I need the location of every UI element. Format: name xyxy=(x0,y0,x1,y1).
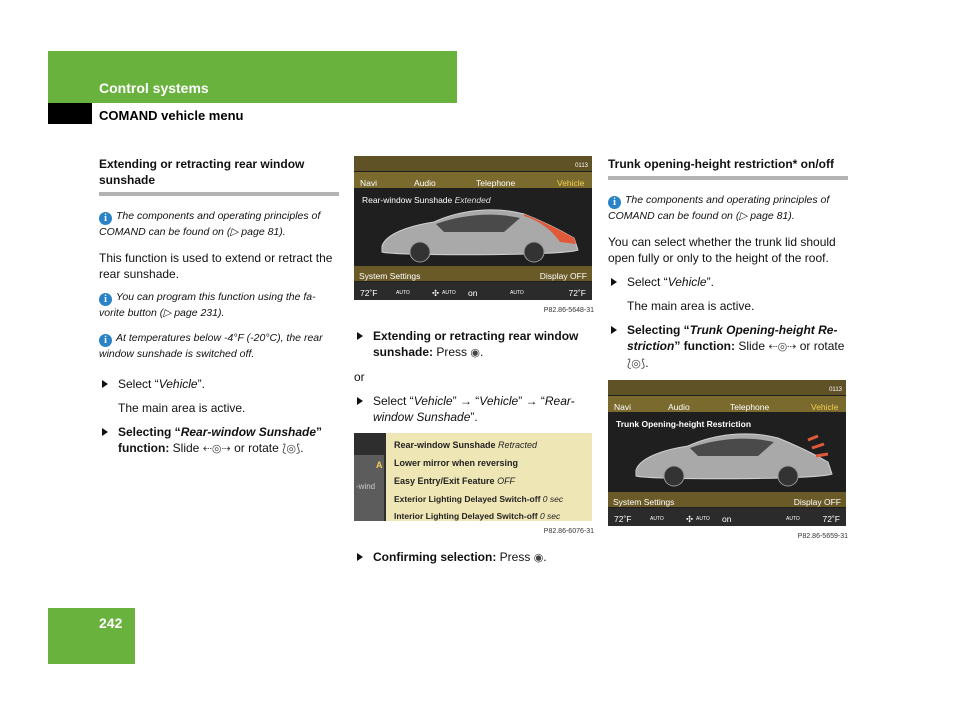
image-caption: P82.86-5648-31 xyxy=(543,307,594,314)
info-note: i You can program this function using the fa-vorite button (▷ page 231). xyxy=(99,291,316,319)
menu-list-item-selected: Rear-window Sunshade Retracted xyxy=(394,440,538,450)
slide-left-right-icon: ⇠◎⇢ xyxy=(768,341,797,353)
section-heading: Trunk opening-height restriction* on/off xyxy=(608,156,848,180)
section-title: Control systems xyxy=(99,80,209,96)
step-item: Select “Vehicle”. xyxy=(99,376,339,392)
info-icon: i xyxy=(99,293,112,306)
or-label: or xyxy=(354,370,365,384)
press-controller-icon: ◉ xyxy=(533,552,544,564)
step-item: Select “Vehicle” → “Vehicle” → “Rear-window Sunshade”. xyxy=(354,393,594,425)
step-result: The main area is active. xyxy=(118,401,246,415)
info-note: i The components and operating principles of COMAND can be found on (▷ page 81). xyxy=(99,210,321,238)
menu-item: Telephone xyxy=(730,402,770,412)
menu-item: Audio xyxy=(668,402,690,412)
comand-screen-trunk xyxy=(608,380,846,526)
step-item: Confirming selection: Press ◉. xyxy=(354,549,594,566)
fan-icon: ✣ xyxy=(432,288,440,298)
info-note: i At temperatures below -4°F (-20°C), the rear window sunshade is switched off. xyxy=(99,332,323,360)
step-item: Selecting “Trunk Opening-height Re-striction” function: Slide ⇠◎⇢ or rotate ⟅◎⟆. xyxy=(608,322,848,372)
menu-list-item: Lower mirror when reversing xyxy=(394,458,519,468)
comand-screen-sunshade xyxy=(354,156,592,300)
menu-item: Navi xyxy=(360,178,378,188)
fan-icon: ✣ xyxy=(686,514,694,524)
rotate-controller-icon: ⟅◎⟆ xyxy=(282,443,301,455)
menu-item: Navi xyxy=(614,402,632,412)
settings-bar: System Settings Display OFF xyxy=(608,492,846,507)
comand-screen-menu-list: A -wind Rear-window Sunshade Retracted Lower mirror when reversing Easy Entry/Exit Feature OFF Exterior Lighting Delayed Switch-off 0 sec Interior Lighting Delayed Switch-off 0 sec xyxy=(354,433,592,521)
column-left xyxy=(99,156,339,465)
column-middle xyxy=(354,156,594,574)
function-label: Rear-window Sunshade Extended xyxy=(362,195,491,205)
section-heading: Extending or retracting rear window sunshade xyxy=(99,156,339,196)
climate-bar: 72˚F AUTO ✣ AUTO on AUTO 72˚F xyxy=(608,508,846,526)
step-item: Selecting “Rear-window Sunshade” function: Slide ⇠◎⇢ or rotate ⟅◎⟆. xyxy=(99,424,339,457)
menu-item: Telephone xyxy=(476,178,516,188)
status-bar: 0113 xyxy=(354,156,592,171)
subsection-title: COMAND vehicle menu xyxy=(99,108,244,123)
car-image xyxy=(628,432,838,488)
info-icon: i xyxy=(608,196,621,209)
step-result: The main area is active. xyxy=(627,299,755,313)
slide-left-right-icon: ⇠◎⇢ xyxy=(202,443,231,455)
function-label: Trunk Opening-height Restriction xyxy=(616,419,752,429)
status-bar: 0113 xyxy=(608,380,846,395)
menu-list-item: Easy Entry/Exit Feature OFF xyxy=(394,476,516,486)
menu-list-item: Interior Lighting Delayed Switch-off 0 sec xyxy=(394,511,561,521)
car-image xyxy=(374,208,584,264)
info-icon: i xyxy=(99,212,112,225)
menu-bar xyxy=(608,396,846,412)
column-right xyxy=(608,156,848,554)
settings-bar: System Settings Display OFF xyxy=(354,266,592,281)
header-tab-marker xyxy=(48,103,92,124)
image-caption: P82.86-5659-31 xyxy=(797,533,848,540)
image-caption: P82.86-6076-31 xyxy=(543,528,594,535)
menu-list-item: Exterior Lighting Delayed Switch-off 0 sec xyxy=(394,494,564,504)
rotate-controller-icon: ⟅◎⟆ xyxy=(627,358,646,370)
menu-bar xyxy=(354,172,592,188)
paragraph: You can select whether the trunk lid should open fully or only to the height of the roof. xyxy=(608,235,836,265)
climate-bar: 72˚F AUTO ✣ AUTO on AUTO 72˚F xyxy=(354,282,592,300)
step-item: Select “Vehicle”. xyxy=(608,274,848,290)
paragraph: This function is used to extend or retract the rear sunshade. xyxy=(99,251,333,281)
vehicle-menu-list xyxy=(386,433,592,521)
info-note: i The components and operating principles of COMAND can be found on (▷ page 81). xyxy=(608,194,830,222)
info-icon: i xyxy=(99,334,112,347)
menu-item: Audio xyxy=(414,178,436,188)
step-item: Extending or retracting rear window sunshade: Press ◉. xyxy=(354,328,594,361)
press-controller-icon: ◉ xyxy=(470,347,480,359)
menu-item-active: Vehicle xyxy=(557,178,585,188)
menu-item-active: Vehicle xyxy=(811,402,839,412)
page-number: 242 xyxy=(99,615,123,631)
